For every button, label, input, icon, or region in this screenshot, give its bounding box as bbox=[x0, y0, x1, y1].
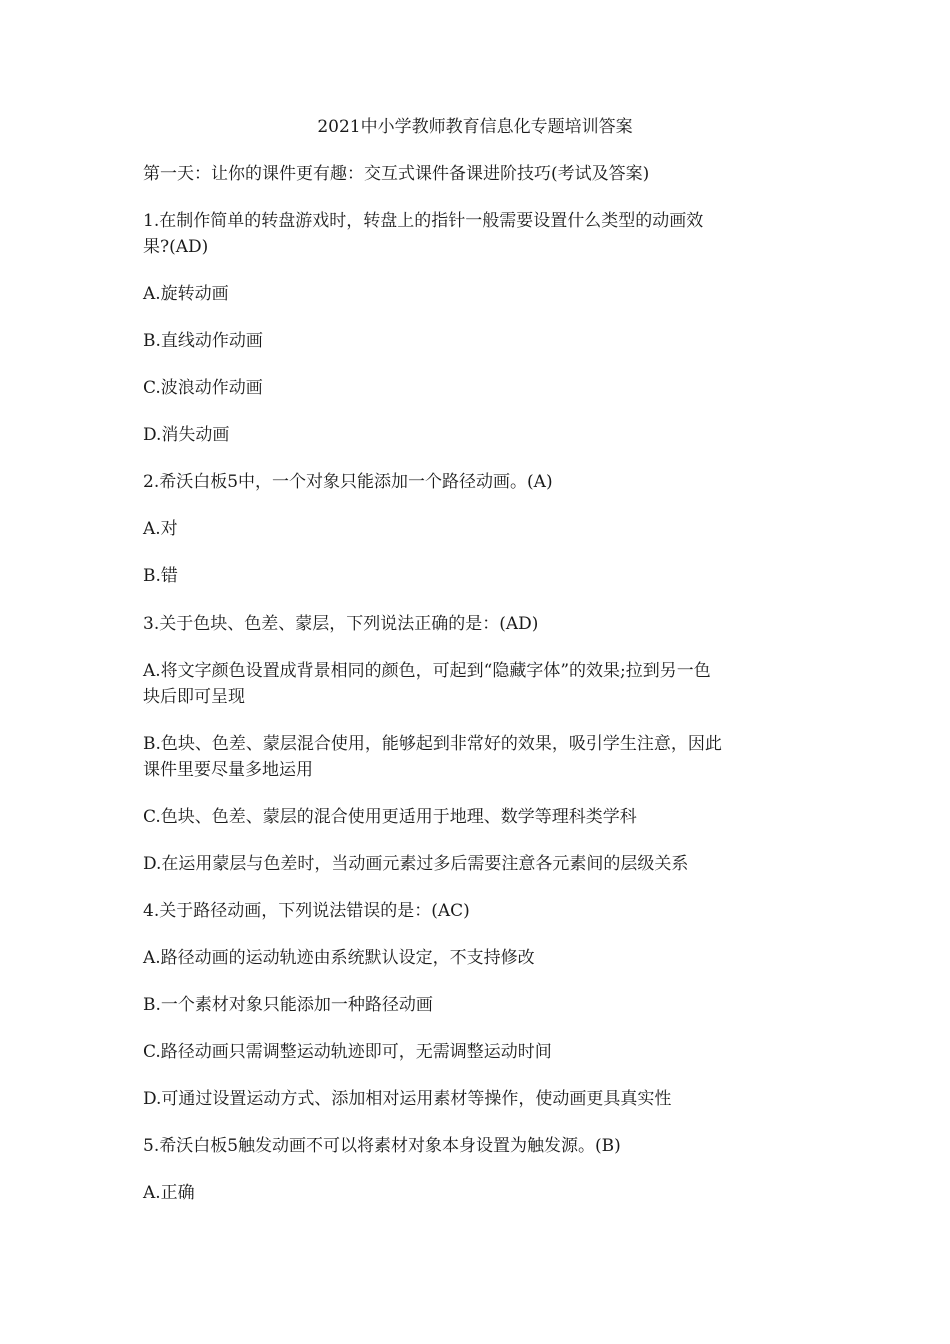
document-title: 2021中小学教师教育信息化专题培训答案 bbox=[317, 117, 633, 137]
question-2-option-b: B.错 bbox=[143, 566, 178, 586]
question-1-option-c: C.波浪动作动画 bbox=[143, 378, 263, 398]
day-heading: 第一天：让你的课件更有趣：交互式课件备课进阶技巧(考试及答案) bbox=[143, 164, 650, 184]
question-2-stem: 2.希沃白板5中，一个对象只能添加一个路径动画。(A) bbox=[143, 472, 553, 492]
question-1-option-b: B.直线动作动画 bbox=[143, 331, 263, 351]
question-3-option-d: D.在运用蒙层与色差时，当动画元素过多后需要注意各元素间的层级关系 bbox=[143, 854, 689, 874]
question-4-option-d: D.可通过设置运动方式、添加相对运用素材等操作，使动画更具真实性 bbox=[143, 1089, 672, 1109]
question-2-option-a: A.对 bbox=[143, 519, 178, 539]
question-4-option-c: C.路径动画只需调整运动轨迹即可，无需调整运动时间 bbox=[143, 1042, 552, 1062]
question-3-option-a-line-1: A.将文字颜色设置成背景相同的颜色，可起到“隐藏字体”的效果;拉到另一色 bbox=[143, 661, 711, 681]
question-5-stem: 5.希沃白板5触发动画不可以将素材对象本身设置为触发源。(B) bbox=[143, 1136, 621, 1156]
question-4-option-a: A.路径动画的运动轨迹由系统默认设定，不支持修改 bbox=[143, 948, 535, 968]
question-1-option-a: A.旋转动画 bbox=[143, 284, 229, 304]
question-1-option-d: D.消失动画 bbox=[143, 425, 230, 445]
question-3-option-a-line-2: 块后即可呈现 bbox=[143, 687, 245, 707]
question-3-option-b-line-2: 课件里要尽量多地运用 bbox=[143, 760, 313, 780]
question-3-option-c: C.色块、色差、蒙层的混合使用更适用于地理、数学等理科类学科 bbox=[143, 807, 637, 827]
question-1-stem-line-1: 1.在制作简单的转盘游戏时，转盘上的指针一般需要设置什么类型的动画效 bbox=[143, 211, 704, 231]
question-5-option-a: A.正确 bbox=[143, 1183, 195, 1203]
question-3-option-b-line-1: B.色块、色差、蒙层混合使用，能够起到非常好的效果，吸引学生注意，因此 bbox=[143, 734, 722, 754]
question-1-stem-line-2: 果?(AD) bbox=[143, 237, 209, 257]
question-4-option-b: B.一个素材对象只能添加一种路径动画 bbox=[143, 995, 433, 1015]
question-3-stem: 3.关于色块、色差、蒙层，下列说法正确的是：(AD) bbox=[143, 614, 539, 634]
question-4-stem: 4.关于路径动画，下列说法错误的是：(AC) bbox=[143, 901, 470, 921]
